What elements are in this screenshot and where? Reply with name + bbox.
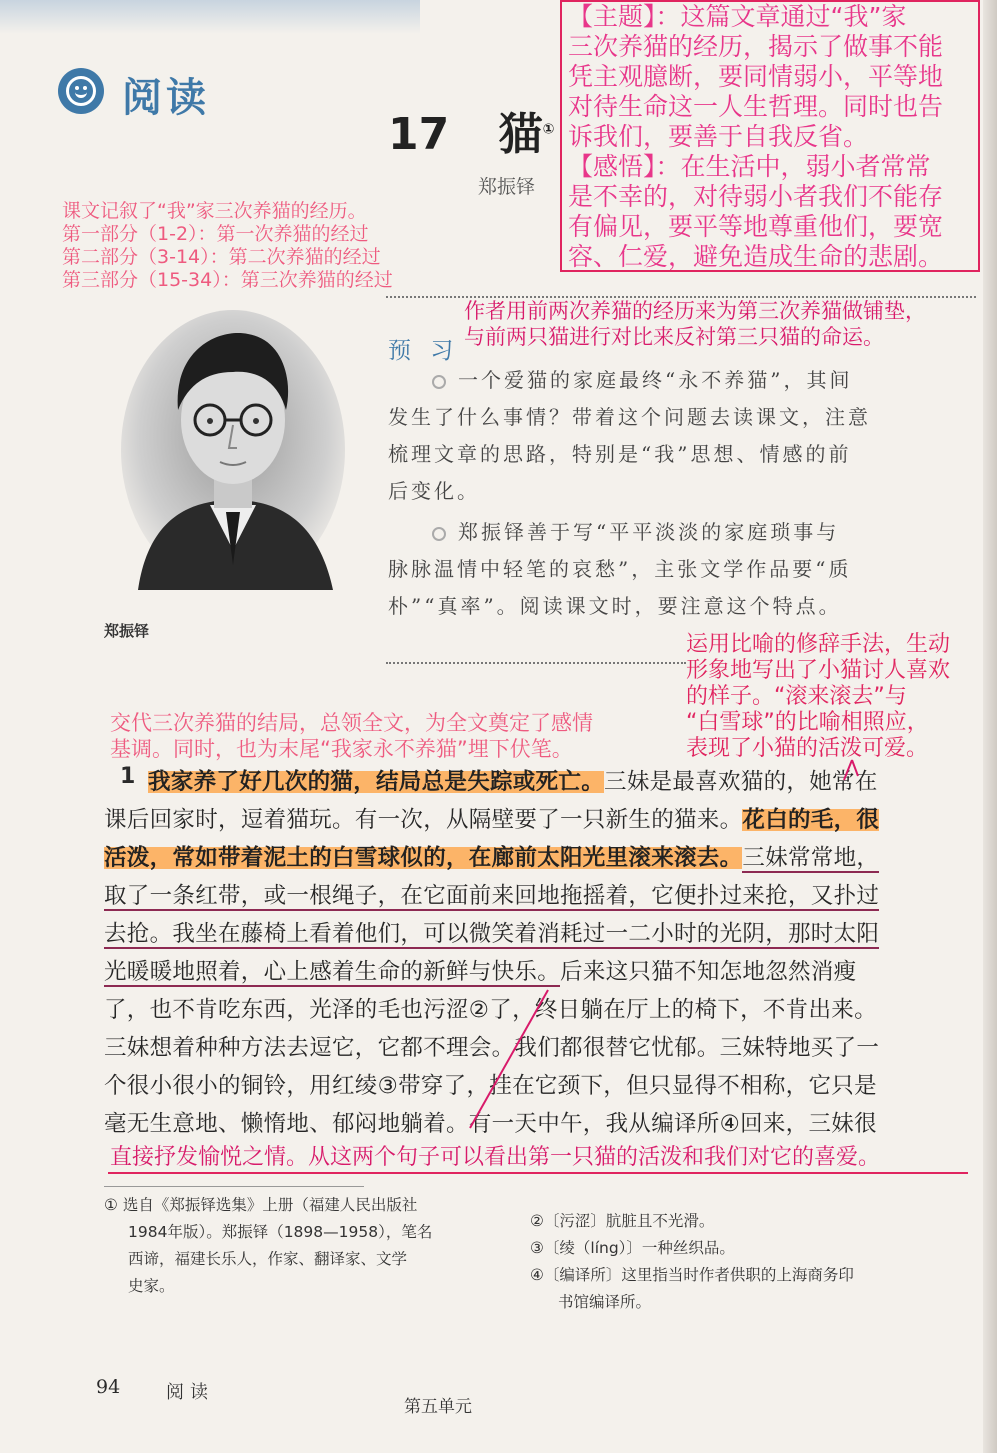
footnote-1: ① 选自《郑振铎选集》上册（福建人民出版社 1984年版）。郑振铎（1898—1958），笔名 西谛，福建长乐人，作家、翻译家、文学 史家。 xyxy=(104,1196,433,1295)
highlighted-sentence: 花白的毛，很 xyxy=(742,807,880,833)
note-line: 第二部分（3-14）：第二次养猫的经过 xyxy=(62,246,381,268)
note-line: 【感悟】：在生活中，弱小者常常 xyxy=(568,152,931,181)
highlighted-sentence: 活泼，常如带着泥土的白雪球似的，在廊前太阳光里滚来滚去。 xyxy=(104,845,743,871)
note-line: 三次养猫的经历，揭示了做事不能 xyxy=(568,32,944,61)
preview-label: 预 习 xyxy=(388,338,460,364)
title-footnote-mark: ① xyxy=(542,121,555,138)
note-line: 第一部分（1-2）：第一次养猫的经过 xyxy=(62,223,369,245)
lesson-number: 17 xyxy=(388,109,450,160)
note-line: 作者用前两次养猫的经历来为第三次养猫做铺垫， xyxy=(464,299,926,323)
note-line: “白雪球”的比喻相照应， xyxy=(686,710,929,735)
paragraph-number: 1 xyxy=(120,764,136,789)
footnotes-2-4: ②〔污涩〕肮脏且不光滑。 ③〔绫（líng）〕一种丝织品。 ④〔编译所〕这里指当时作者供职的上海商务印 书馆编译所。 xyxy=(530,1208,970,1316)
note-line: 交代三次养猫的结局，总领全文，为全文奠定了感情 xyxy=(110,711,593,735)
annotation-arrow-head xyxy=(844,760,858,780)
note-line: 与前两只猫进行对比来反衬第三只猫的命运。 xyxy=(464,325,884,349)
body-line-10: 毫无生意地、懒惰地、郁闷地躺着。有一天中午，我从编译所④回来，三妹很 xyxy=(104,1111,877,1137)
footnote-4: ④〔编译所〕这里指当时作者供职的上海商务印 xyxy=(530,1266,854,1284)
footnote-3: ③〔绫（líng）〕一种丝织品。 xyxy=(530,1239,735,1257)
annotation-arrow xyxy=(470,990,548,1128)
footer-section-label: 阅读 xyxy=(166,1382,214,1403)
note-line: 诉我们，要善于自我反省。 xyxy=(568,122,869,151)
body-line-8: 三妹想着种种方法去逗它，它都不理会。我们都很替它忧郁。三妹特地买了一 xyxy=(104,1035,880,1061)
body-line-6: 光暖暖地照着，心上感着生命的新鲜与快乐。后来这只猫不知怎地忽然消瘦 xyxy=(104,959,857,985)
note-line: 基调。同时，也为末尾“我家永不养猫”埋下伏笔。 xyxy=(110,737,573,761)
footnote-2: ②〔污涩〕肮脏且不光滑。 xyxy=(530,1212,715,1230)
author-name: 郑振铎 xyxy=(478,176,536,198)
note-line: 有偏见，要平等地尊重他们，要宽 xyxy=(568,212,944,241)
note-line: 表现了小猫的活泼可爱。 xyxy=(686,736,929,761)
body-line-2: 课后回家时，逗着猫玩。有一次，从隔壁要了一只新生的猫来。花白的毛，很 xyxy=(104,807,880,833)
underlined-text: 光暖暖地照着，心上感着生命的新鲜与快乐。 xyxy=(104,959,561,985)
note-line: 的样子。“滚来滚去”与 xyxy=(686,684,907,709)
body-line-9: 个很小很小的铜铃，用红绫③带穿了，挂在它颈下，但只显得不相称，它只是 xyxy=(104,1073,877,1099)
portrait-caption: 郑振铎 xyxy=(104,622,150,640)
page-number: 94 xyxy=(96,1376,121,1398)
underlined-text: 去抢。我坐在藤椅上看着他们，可以微笑着消耗过一二小时的光阴，那时太阳 xyxy=(104,921,880,947)
footnote-rule xyxy=(104,1186,364,1187)
note-line: 是不幸的，对待弱小者我们不能存 xyxy=(568,182,944,211)
lesson-name: 猫 xyxy=(498,109,543,160)
bottom-handwritten-note: 直接抒发愉悦之情。从这两个句子可以看出第一只猫的活泼和我们对它的喜爱。 xyxy=(110,1145,881,1170)
highlighted-sentence: 我家养了好几次的猫，结局总是失踪或死亡。 xyxy=(148,769,605,795)
note-line: 容、仁爱，避免造成生命的悲剧。 xyxy=(568,242,944,271)
note-line: 第三部分（15-34）：第三次养猫的经过 xyxy=(62,269,393,291)
note-line: 【主题】：这篇文章通过“我”家 xyxy=(568,2,907,31)
note-line: 课文记叙了“我”家三次养猫的经历。 xyxy=(62,200,367,222)
underlined-text: 取了一条红带，或一根绳子，在它面前来回地拖摇着，它便扑过来抢，又扑过 xyxy=(104,883,880,909)
footer-unit-label: 第五单元 xyxy=(404,1397,472,1417)
note-underline xyxy=(108,1172,968,1174)
body-line-7: 了，也不肯吃东西，光泽的毛也污涩②了，终日躺在厅上的椅下，不肯出来。 xyxy=(104,997,877,1023)
note-line: 凭主观臆断，要同情弱小，平等地 xyxy=(568,62,944,91)
preview-paragraph-2: 郑振铎善于写“平平淡淡的家庭琐事与 脉脉温情中轻笔的哀愁”，主张文学作品要“质 朴”“真率”。阅读课文时，要注意这个特点。 xyxy=(388,520,852,618)
section-title: 阅读 xyxy=(122,75,210,121)
underlined-text: 三妹常常地， xyxy=(742,845,880,871)
note-line: 运用比喻的修辞手法，生动 xyxy=(686,632,951,657)
preview-paragraph-1: 一个爱猫的家庭最终“永不养猫”，其间 发生了什么事情？带着这个问题去读课文，注意 梳理文章的思路，特别是“我”思想、情感的前 后变化。 xyxy=(388,368,871,503)
note-line: 对待生命这一人生哲理。同时也告 xyxy=(568,92,944,121)
note-line: 形象地写出了小猫讨人喜欢 xyxy=(686,658,951,683)
body-line-1: 我家养了好几次的猫，结局总是失踪或死亡。三妹是最喜欢猫的，她常在 xyxy=(148,769,878,795)
